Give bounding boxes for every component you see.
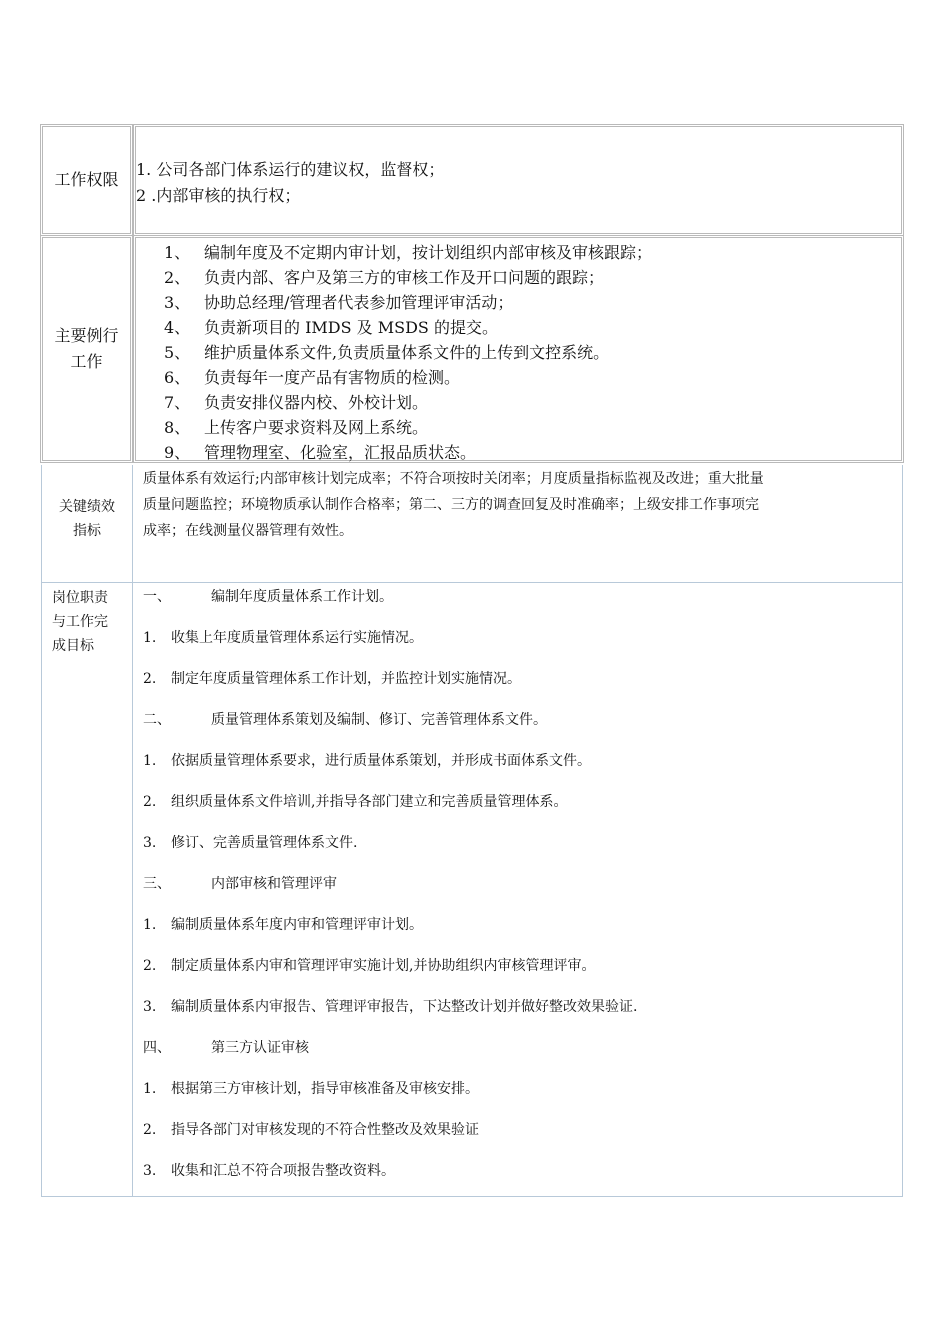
section-item: 1. 编制质量体系年度内审和管理评审计划。 (143, 917, 423, 933)
routine-item: 8、 上传客户要求资料及网上系统。 (164, 418, 429, 437)
routine-item: 1、 编制年度及不定期内审计划，按计划组织内部审核及审核跟踪； (164, 243, 653, 262)
kpi-line: 质量体系有效运行;内部审核计划完成率；不符合项按时关闭率；月度质量指标监视及改进；重大批量 (143, 471, 764, 487)
authority-line: 1. 公司各部门体系运行的建议权，监督权； (136, 160, 445, 179)
routine-label: 主要例行 工作 (40, 235, 133, 463)
authority-content (133, 124, 904, 236)
routine-item: 6、 负责每年一度产品有害物质的检测。 (164, 368, 461, 387)
upper-table (40, 124, 904, 463)
kpi-label: 关键绩效 指标 (41, 465, 133, 582)
section-item: 2. 制定质量体系内审和管理评审实施计划,并协助组织内审核管理评审。 (143, 958, 596, 974)
section-item: 2. 组织质量体系文件培训,并指导各部门建立和完善质量管理体系。 (143, 794, 568, 810)
section-heading: 四、 第三方认证审核 (143, 1040, 309, 1056)
responsibilities-label: 岗位职责 与工作完 成目标 (41, 583, 133, 1196)
routine-row (40, 235, 904, 463)
routine-item: 5、 维护质量体系文件,负责质量体系文件的上传到文控系统。 (164, 343, 610, 362)
kpi-row (41, 465, 903, 583)
section-item: 2. 指导各部门对审核发现的不符合性整改及效果验证 (143, 1122, 479, 1138)
routine-item: 7、 负责安排仪器内校、外校计划。 (164, 393, 429, 412)
authority-line: 2 .内部审核的执行权； (136, 186, 301, 205)
section-item: 3. 收集和汇总不符合项报告整改资料。 (143, 1163, 395, 1179)
section-heading: 二、 质量管理体系策划及编制、修订、完善管理体系文件。 (143, 712, 547, 728)
routine-item: 2、 负责内部、客户及第三方的审核工作及开口问题的跟踪； (164, 268, 605, 287)
routine-item: 4、 负责新项目的 IMDS 及 MSDS 的提交。 (164, 318, 498, 337)
section-heading: 一、 编制年度质量体系工作计划。 (143, 589, 393, 605)
authority-row (40, 124, 904, 236)
lower-table (41, 465, 903, 1197)
kpi-line: 成率；在线测量仪器管理有效性。 (143, 523, 353, 539)
section-item: 3. 修订、完善质量管理体系文件. (143, 835, 358, 851)
section-item: 1. 依据质量管理体系要求，进行质量体系策划，并形成书面体系文件。 (143, 753, 591, 769)
section-item: 3. 编制质量体系内审报告、管理评审报告，下达整改计划并做好整改效果验证. (143, 999, 638, 1015)
section-item: 1. 收集上年度质量管理体系运行实施情况。 (143, 630, 423, 646)
section-item: 2. 制定年度质量管理体系工作计划，并监控计划实施情况。 (143, 671, 521, 687)
section-item: 1. 根据第三方审核计划，指导审核准备及审核安排。 (143, 1081, 479, 1097)
routine-content (133, 235, 904, 463)
responsibilities-row (41, 583, 903, 1197)
kpi-line: 质量问题监控；环境物质承认制作合格率；第二、三方的调查回复及时准确率；上级安排工作事项完 (143, 497, 759, 513)
responsibilities-content (133, 583, 903, 1196)
section-heading: 三、 内部审核和管理评审 (143, 876, 337, 892)
authority-label: 工作权限 (40, 124, 133, 236)
kpi-content (133, 465, 903, 582)
routine-item: 3、 协助总经理/管理者代表参加管理评审活动； (164, 293, 514, 312)
routine-item: 9、 管理物理室、化验室，汇报品质状态。 (164, 443, 477, 462)
